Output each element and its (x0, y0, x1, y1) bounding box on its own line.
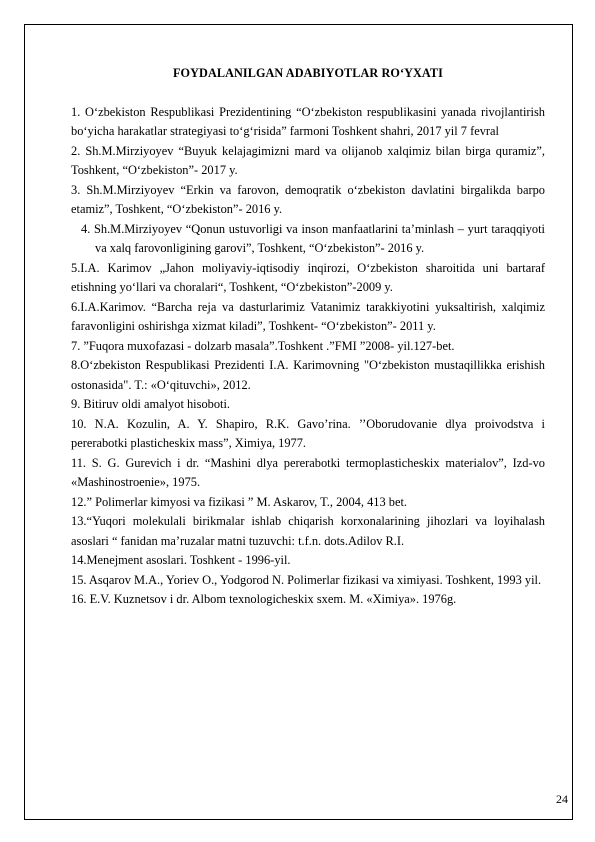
reference-item-4: 4. Sh.M.Mirziyoyev “Qonun ustuvorligi va inson manfaatlarini ta’minlash – yurt taraqqiyoti va xalq farovonligining garovi”, Toshkent, “O‘zbekiston”- 2016 y. (81, 221, 545, 255)
reference-item-1: 1. O‘zbekiston Respublikasi Prezidentining “O‘zbekiston respublikasini yanada rivojlantirish bo‘yicha harakatlar strategiyasi to‘g‘risida” farmoni Toshkent shahri, 2017 yil 7 fevral (71, 104, 545, 138)
document-body (71, 64, 545, 610)
page-title: FOYDALANILGAN ADABIYOTLAR RO‘YXATI (173, 66, 443, 80)
reference-item-15: 15. Asqarov M.A., Yoriev O., Yodgorod N. Polimerlar fizikasi va ximiyasi. Toshkent, 1993 yil. (71, 572, 542, 587)
reference-item-10: 10. N.A. Kozulin, A. Y. Shapiro, R.K. Gavo’rina. ’’Oborudovanie dlya proivodstva i pererabotki plasticheskix mass”, Ximiya, 1977. (71, 416, 545, 450)
reference-item-11: 11. S. G. Gurevich i dr. “Mashini dlya pererabotki termoplasticheskix materialov”, Izd-vo «Mashinostroenie», 1975. (71, 455, 545, 489)
reference-item-9: 9. Bitiruv oldi amalyot hisoboti. (71, 397, 231, 411)
reference-item-6: 6.I.A.Karimov. “Barcha reja va dasturlarimiz Vatanimiz tarakkiyotini yuksaltirish, xalqimiz faravonligini oshirishga xizmat kiladi”, Toshkent- “O‘zbekiston”- 2011 y. (71, 299, 545, 333)
page-number: 24 (556, 792, 568, 806)
reference-item-3: 3. Sh.M.Mirziyoyev “Erkin va farovon, demoqratik o‘zbekiston davlatini birgalikda barpo etamiz”, Toshkent, “O‘zbekiston”- 2016 y. (71, 182, 545, 216)
reference-item-8: 8.O‘zbekiston Respublikasi Prezidenti I.A. Karimovning "O‘zbekiston mustaqillikka erishish ostonasida". T.: «O‘qituvchi», 2012. (71, 358, 545, 392)
reference-item-14: 14.Menejment asoslari. Toshkent - 1996-yil. (71, 553, 291, 567)
reference-item-2: 2. Sh.M.Mirziyoyev “Buyuk kelajagimizni mard va olijanob xalqimiz bilan birga quramiz”, Toshkent, “O‘zbekiston”- 2017 y. (71, 143, 545, 177)
reference-item-7: 7. ”Fuqora muxofazasi - dolzarb masala”.Toshkent .”FMI ”2008- yil.127-bet. (71, 338, 455, 353)
reference-item-5: 5.I.A. Karimov „Jahon moliyaviy-iqtisodiy inqirozi, O‘zbekiston sharoitida uni bartaraf etishning yo‘llari va choralari“, Toshkent, “O‘zbekiston”-2009 y. (71, 260, 545, 294)
reference-item-12: 12.” Polimerlar kimyosi va fizikasi ” M. Askarov, T., 2004, 413 bet. (71, 494, 407, 509)
reference-item-16: 16. E.V. Kuznetsov i dr. Albom texnologicheskix sxem. M. «Ximiya». 1976g. (71, 592, 457, 606)
reference-item-13: 13.“Yuqori molekulali birikmalar ishlab chiqarish korxonalarining jihozlari va loyihalash asoslari “ fanidan ma’ruzalar matni tuzuvchi: t.f.n. dots.Adilov R.I. (71, 514, 545, 548)
